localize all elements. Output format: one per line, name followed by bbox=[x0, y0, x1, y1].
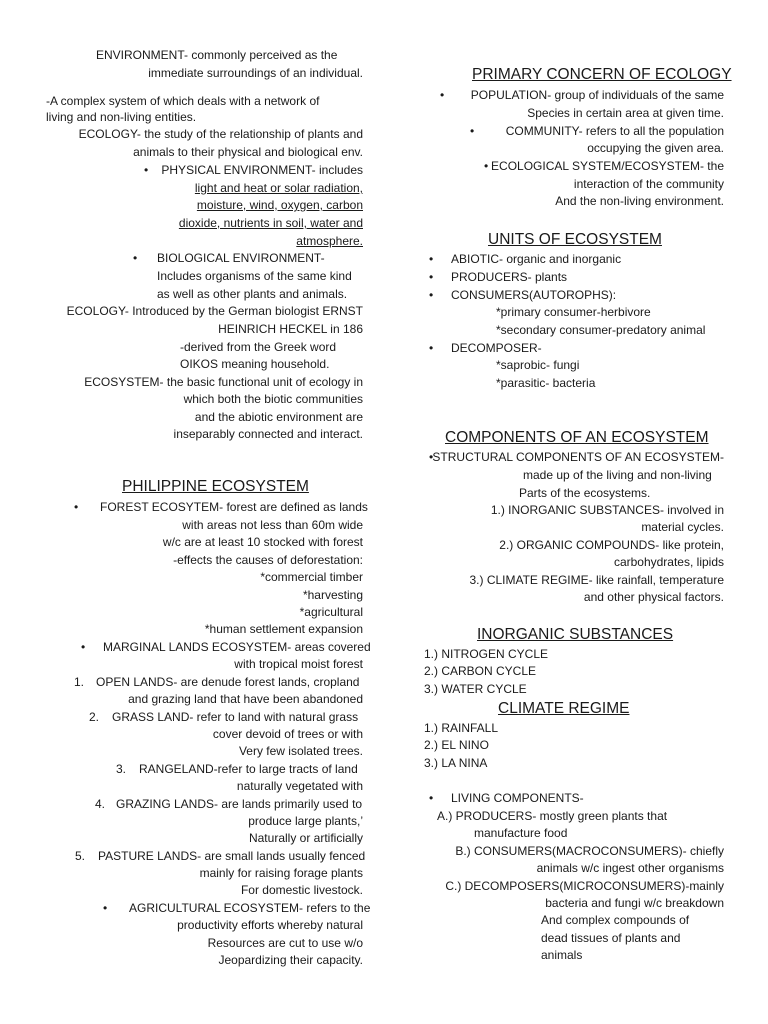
deforestation-cause: *human settlement expansion bbox=[204, 622, 363, 636]
pasture-lands: PASTURE LANDS- are small lands usually fenced bbox=[98, 849, 366, 863]
ecology-definition: ECOLOGY- the study of the relationship of plants and bbox=[78, 127, 363, 141]
unit-consumers: CONSUMERS(AUTOROPHS): bbox=[451, 288, 617, 302]
ecosystem-concern-line: interaction of the community bbox=[573, 177, 724, 191]
forest-ecosystem-line: w/c are at least 10 stocked with forest bbox=[162, 535, 363, 549]
population-definition: POPULATION- group of individuals of the same bbox=[470, 88, 724, 102]
agricultural-ecosystem-line: Resources are cut to use w/o bbox=[207, 936, 363, 950]
primary-concern-heading: PRIMARY CONCERN OF ECOLOGY bbox=[472, 66, 732, 83]
decomposer-type: *parasitic- bacteria bbox=[496, 376, 596, 390]
list-item: 1.) RAINFALL bbox=[424, 721, 499, 735]
ecology-introduction-line: HEINRICH HECKEL in 186 bbox=[218, 322, 363, 336]
ecosystem-concern: ECOLOGICAL SYSTEM/ECOSYSTEM- the bbox=[491, 159, 724, 173]
bullet-icon: • bbox=[429, 270, 434, 284]
unit-producers: PRODUCERS- plants bbox=[451, 270, 568, 284]
rangeland: RANGELAND-refer to large tracts of land bbox=[139, 762, 358, 776]
community-definition: COMMUNITY- refers to all the population bbox=[505, 124, 724, 138]
environment-definition: ENVIRONMENT- commonly perceived as the bbox=[96, 48, 338, 62]
inorganic-substances-heading: INORGANIC SUBSTANCES bbox=[477, 626, 674, 643]
community-definition-line: occupying the given area. bbox=[587, 141, 724, 155]
grazing-lands: GRAZING LANDS- are lands primarily used to bbox=[116, 797, 363, 811]
ecosystem-definition-line: which both the biotic communities bbox=[183, 392, 363, 406]
bullet-icon: • bbox=[429, 252, 434, 266]
deforestation-cause: *harvesting bbox=[302, 588, 363, 602]
list-item: 2.) CARBON CYCLE bbox=[424, 664, 537, 678]
list-number: 3. bbox=[116, 762, 127, 776]
unit-abiotic: ABIOTIC- organic and inorganic bbox=[451, 252, 622, 266]
grass-land-line: cover devoid of trees or with bbox=[212, 727, 363, 741]
physical-environment: PHYSICAL ENVIRONMENT- includes bbox=[161, 163, 363, 177]
bullet-icon: • bbox=[429, 791, 434, 805]
bullet-icon: • bbox=[81, 640, 86, 654]
forest-ecosystem: FOREST ECOSYTEM- forest are defined as lands bbox=[100, 500, 368, 514]
bullet-icon: • bbox=[429, 450, 434, 464]
structural-components-line: Parts of the ecosystems. bbox=[519, 486, 651, 500]
bullet-icon: • bbox=[429, 341, 434, 355]
living-decomposers-line: bacteria and fungi w/c breakdown bbox=[545, 896, 724, 910]
living-producers: A.) PRODUCERS- mostly green plants that bbox=[437, 809, 668, 823]
biological-environment-line: as well as other plants and animals. bbox=[157, 287, 348, 301]
living-producers-line: manufacture food bbox=[474, 826, 568, 840]
list-number: 1. bbox=[74, 675, 85, 689]
living-consumers-line: animals w/c ingest other organisms bbox=[536, 861, 724, 875]
ecosystem-definition: ECOSYSTEM- the basic functional unit of ecology in bbox=[84, 375, 363, 389]
rangeland-line: naturally vegetated with bbox=[236, 779, 363, 793]
physical-environment-line: light and heat or solar radiation, bbox=[194, 181, 363, 195]
population-definition-line: Species in certain area at given time. bbox=[527, 106, 724, 120]
consumer-type: *secondary consumer-predatory animal bbox=[496, 323, 706, 337]
structural-components: STRUCTURAL COMPONENTS OF AN ECOSYSTEM- bbox=[432, 450, 724, 464]
ecology-introduction-line: OIKOS meaning household. bbox=[180, 357, 330, 371]
component-inorganic-line: material cycles. bbox=[641, 520, 724, 534]
climate-regime-heading: CLIMATE REGIME bbox=[498, 700, 630, 717]
bullet-icon: • bbox=[484, 159, 489, 173]
open-lands: OPEN LANDS- are denude forest lands, cropland bbox=[96, 675, 360, 689]
list-number: 4. bbox=[95, 797, 106, 811]
living-decomposers-line: And complex compounds of bbox=[541, 913, 690, 927]
biological-environment-line: Includes organisms of the same kind bbox=[157, 269, 352, 283]
bullet-icon: • bbox=[133, 251, 138, 265]
grass-land-line: Very few isolated trees. bbox=[238, 744, 363, 758]
bullet-icon: • bbox=[429, 288, 434, 302]
component-inorganic: 1.) INORGANIC SUBSTANCES- involved in bbox=[490, 503, 724, 517]
grass-land: GRASS LAND- refer to land with natural grass bbox=[112, 710, 359, 724]
ecology-introduction-line: -derived from the Greek word bbox=[180, 340, 337, 354]
forest-ecosystem-line: with areas not less than 60m wide bbox=[182, 518, 363, 532]
list-number: 5. bbox=[75, 849, 86, 863]
living-decomposers-line: dead tissues of plants and bbox=[541, 931, 681, 945]
living-consumers: B.) CONSUMERS(MACROCONSUMERS)- chiefly bbox=[455, 844, 724, 858]
list-item: 2.) EL NINO bbox=[424, 738, 489, 752]
ecosystem-definition-line: inseparably connected and interact. bbox=[173, 427, 363, 441]
living-decomposers-line: animals bbox=[541, 948, 583, 962]
bullet-icon: • bbox=[103, 901, 108, 915]
grazing-lands-line: Naturally or artificially bbox=[248, 831, 363, 845]
bullet-icon: • bbox=[144, 163, 149, 177]
forest-ecosystem-line: -effects the causes of deforestation: bbox=[173, 553, 363, 567]
marginal-lands-line: with tropical moist forest bbox=[234, 657, 363, 671]
bullet-icon: • bbox=[440, 88, 445, 102]
ecology-definition-cont: animals to their physical and biological env. bbox=[133, 145, 363, 159]
living-components: LIVING COMPONENTS- bbox=[451, 791, 584, 805]
list-item: 3.) LA NINA bbox=[424, 756, 488, 770]
ecosystem-concern-line: And the non-living environment. bbox=[555, 194, 724, 208]
pasture-lands-line: mainly for raising forage plants bbox=[199, 866, 363, 880]
component-organic-line: carbohydrates, lipids bbox=[613, 555, 724, 569]
component-organic: 2.) ORGANIC COMPOUNDS- like protein, bbox=[499, 538, 724, 552]
consumer-type: *primary consumer-herbivore bbox=[496, 305, 651, 319]
complex-system-text: -A complex system of which deals with a network of bbox=[46, 94, 320, 108]
physical-environment-line: dioxide, nutrients in soil, water and bbox=[178, 216, 363, 230]
physical-environment-line: moisture, wind, oxygen, carbon bbox=[196, 198, 363, 212]
grazing-lands-line: produce large plants,’ bbox=[248, 814, 363, 828]
agricultural-ecosystem-line: productivity efforts whereby natural bbox=[177, 918, 363, 932]
unit-decomposer: DECOMPOSER- bbox=[451, 341, 542, 355]
component-climate: 3.) CLIMATE REGIME- like rainfall, temperature bbox=[469, 573, 724, 587]
bullet-icon: • bbox=[470, 124, 475, 138]
agricultural-ecosystem-line: Jeopardizing their capacity. bbox=[218, 953, 363, 967]
complex-system-text-cont: living and non-living entities. bbox=[46, 110, 197, 124]
deforestation-cause: *commercial timber bbox=[260, 570, 363, 584]
bullet-icon: • bbox=[74, 500, 79, 514]
biological-environment: BIOLOGICAL ENVIRONMENT- bbox=[157, 251, 325, 265]
marginal-lands-ecosystem: MARGINAL LANDS ECOSYSTEM- areas covered bbox=[103, 640, 371, 654]
agricultural-ecosystem: AGRICULTURAL ECOSYSTEM- refers to the bbox=[129, 901, 371, 915]
component-climate-line: and other physical factors. bbox=[583, 590, 724, 604]
pasture-lands-line: For domestic livestock. bbox=[240, 883, 363, 897]
structural-components-line: made up of the living and non-living bbox=[523, 468, 712, 482]
components-heading: COMPONENTS OF AN ECOSYSTEM bbox=[445, 429, 709, 446]
philippine-ecosystem-heading: PHILIPPINE ECOSYSTEM bbox=[122, 478, 309, 495]
environment-definition-cont: immediate surroundings of an individual. bbox=[148, 66, 363, 80]
open-lands-line: and grazing land that have been abandoned bbox=[128, 692, 363, 706]
deforestation-cause: *agricultural bbox=[299, 605, 363, 619]
ecology-introduction: ECOLOGY- Introduced by the German biologist ERNST bbox=[66, 304, 363, 318]
decomposer-type: *saprobic- fungi bbox=[496, 358, 580, 372]
units-heading: UNITS OF ECOSYSTEM bbox=[488, 231, 662, 248]
list-item: 3.) WATER CYCLE bbox=[424, 682, 527, 696]
physical-environment-line: atmosphere. bbox=[296, 234, 363, 248]
list-number: 2. bbox=[89, 710, 100, 724]
ecosystem-definition-line: and the abiotic environment are bbox=[194, 410, 363, 424]
living-decomposers: C.) DECOMPOSERS(MICROCONSUMERS)-mainly bbox=[445, 879, 724, 893]
list-item: 1.) NITROGEN CYCLE bbox=[424, 647, 549, 661]
